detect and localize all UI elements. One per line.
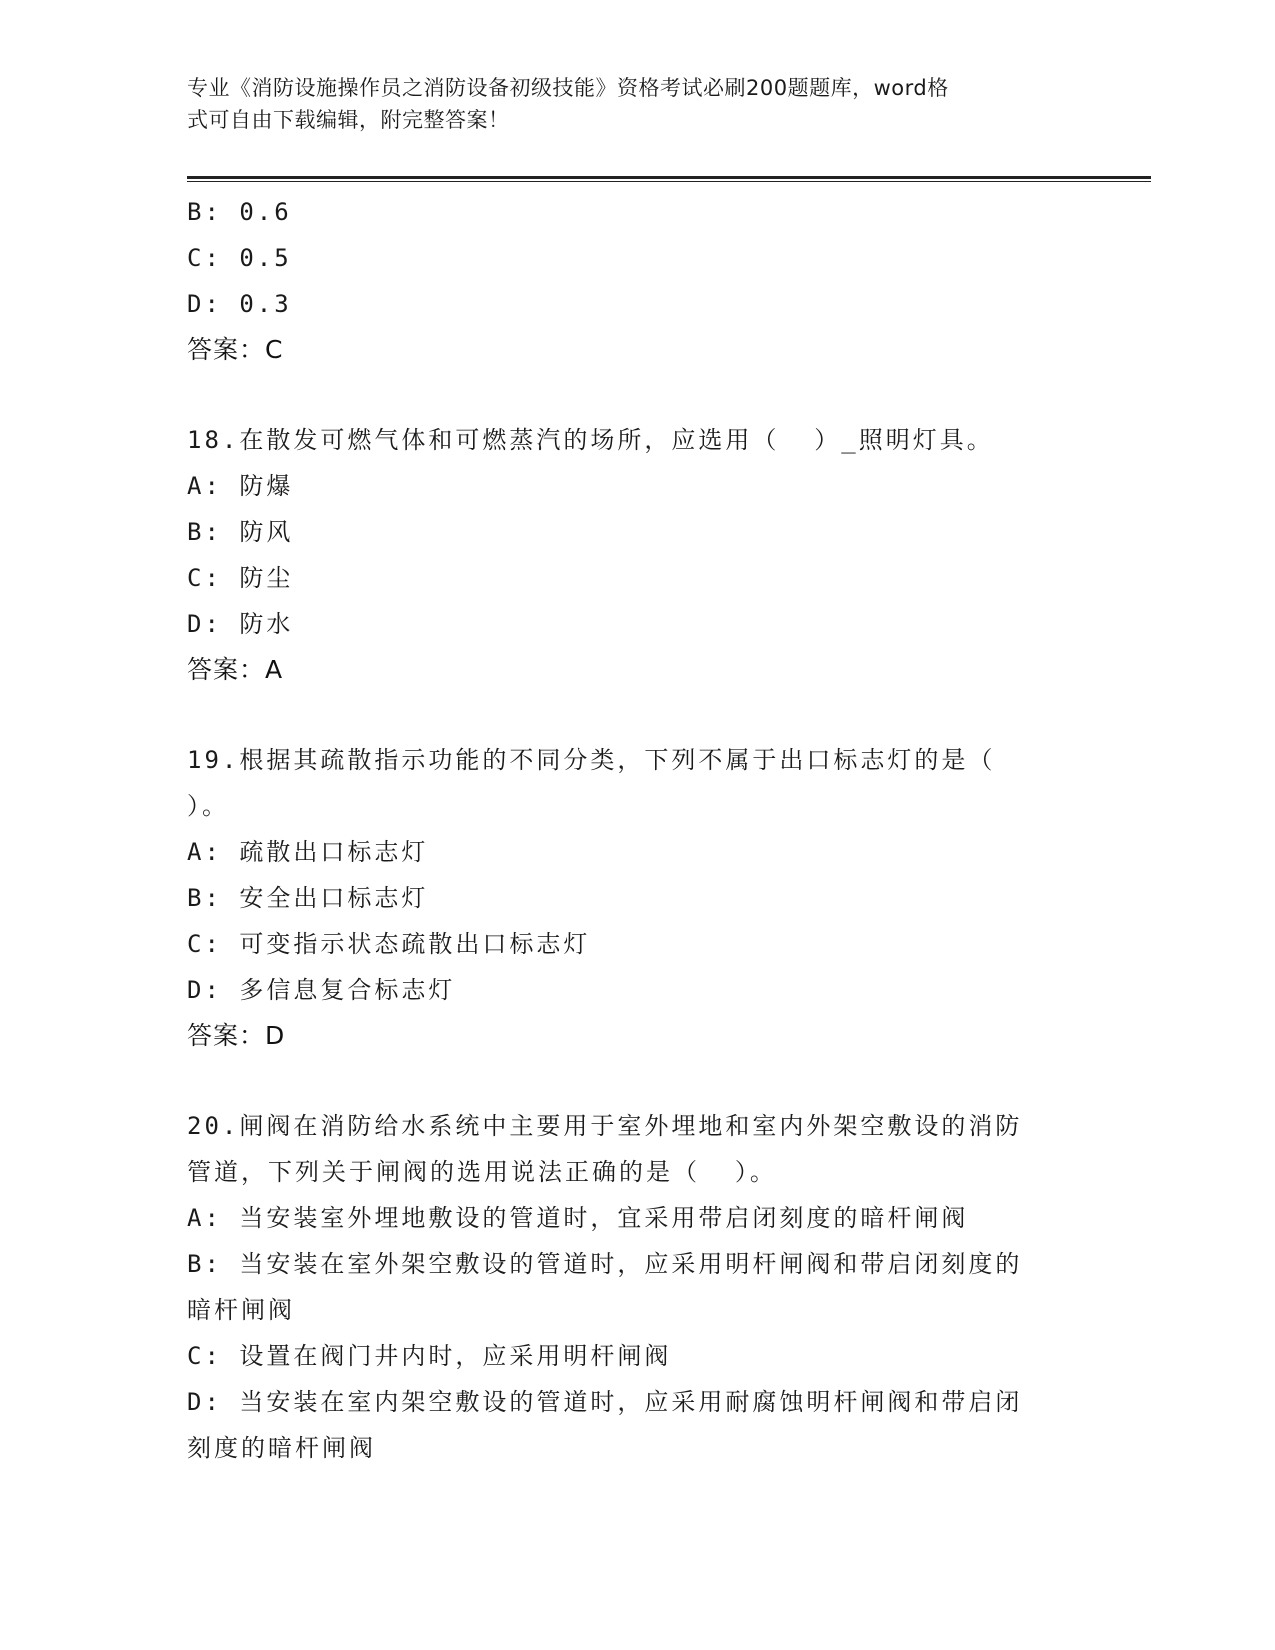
question-stem-line-2: 管道，下列关于闸阀的选用说法正确的是（ ）。 (187, 1158, 777, 1186)
option-d: D: 0.3 (187, 290, 292, 318)
option-c: C: 0.5 (187, 244, 292, 272)
question-stem-line-2: ）。 (187, 792, 229, 820)
option-c: C: 可变指示状态疏散出口标志灯 (187, 930, 591, 958)
answer-label: 答案：A (187, 655, 284, 684)
header-divider-thick (187, 176, 1151, 179)
header-title-line-2: 式可自由下载编辑，附完整答案！ (187, 108, 510, 132)
question-20 (187, 1103, 1087, 1471)
option-b: B: 安全出口标志灯 (187, 884, 429, 912)
header-title-line-1: 专业《消防设施操作员之消防设备初级技能》资格考试必刷200题题库，word格 (187, 76, 949, 100)
question-19 (187, 737, 1087, 1059)
question-18 (187, 417, 1087, 693)
answer-label: 答案：D (187, 1021, 286, 1050)
option-b-line-2: 暗杆闸阀 (187, 1296, 295, 1324)
option-b-line-1: B: 当安装在室外架空敷设的管道时，应采用明杆闸阀和带启闭刻度的 (187, 1250, 1023, 1278)
option-d-line-2: 刻度的暗杆闸阀 (187, 1434, 376, 1462)
question-stem: 18.在散发可燃气体和可燃蒸汽的场所，应选用（ ）_照明灯具。 (187, 426, 994, 454)
option-a: A: 疏散出口标志灯 (187, 838, 429, 866)
option-c: C: 设置在阀门井内时，应采用明杆闸阀 (187, 1342, 672, 1370)
option-d-line-1: D: 当安装在室内架空敷设的管道时，应采用耐腐蚀明杆闸阀和带启闭 (187, 1388, 1023, 1416)
option-a: A: 当安装室外埋地敷设的管道时，宜采用带启闭刻度的暗杆闸阀 (187, 1204, 969, 1232)
option-d: D: 多信息复合标志灯 (187, 976, 456, 1004)
option-d: D: 防水 (187, 610, 294, 638)
header-divider-thin (187, 181, 1151, 182)
document-header (187, 72, 1087, 136)
option-a: A: 防爆 (187, 472, 294, 500)
answer-label: 答案：C (187, 335, 284, 364)
question-stem-line-1: 20.闸阀在消防给水系统中主要用于室外埋地和室内外架空敷设的消防 (187, 1112, 1023, 1140)
question-content (187, 189, 1087, 1471)
question-stem-line-1: 19.根据其疏散指示功能的不同分类，下列不属于出口标志灯的是（ (187, 746, 996, 774)
option-c: C: 防尘 (187, 564, 294, 592)
question-17-tail (187, 189, 1087, 373)
option-b: B: 防风 (187, 518, 294, 546)
option-b: B: 0.6 (187, 198, 292, 226)
